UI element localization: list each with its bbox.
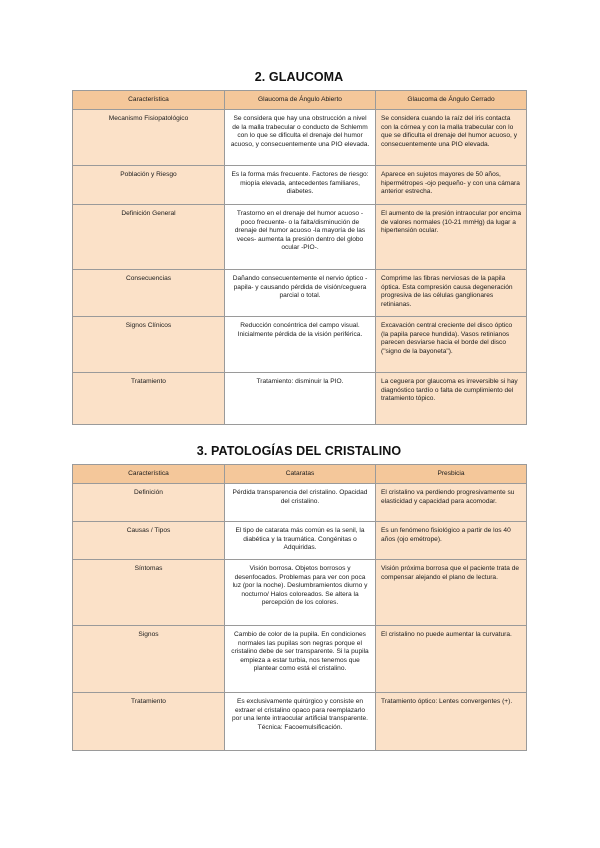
section-title-cristalino: 3. PATOLOGÍAS DEL CRISTALINO (196, 444, 402, 458)
value-cell: Se considera que hay una obstrucción a nivel de la malla trabecular o conducto de Schlemm con lo que se dificulta el drenaje del humor acuoso, y consecuentemente una PIO elevada. (225, 110, 376, 166)
feature-cell: Definición General (73, 205, 225, 270)
section-title-glaucoma: 2. GLAUCOMA (254, 70, 344, 84)
value-cell: Trastorno en el drenaje del humor acuoso -poco frecuente- o la falta/disminución de drenaje del humor acuoso -la mayoría de las veces- aumenta la presión dentro del globo ocular -PIO-. (225, 205, 376, 270)
table-row (73, 560, 527, 626)
value-cell: Dañando consecuentemente el nervio óptico -papila- y causando pérdida de visión/ceguera parcial o total. (225, 270, 376, 317)
value-cell: Aparece en sujetos mayores de 50 años, hipermétropes -ojo pequeño- y con una cámara anterior estrecha. (376, 166, 527, 205)
feature-cell: Consecuencias (73, 270, 225, 317)
header-caracteristica: Característica (73, 91, 225, 110)
feature-cell: Causas / Tipos (73, 522, 225, 560)
table-header-row (73, 465, 527, 484)
feature-cell: Tratamiento (73, 373, 225, 425)
feature-cell: Signos Clínicos (73, 317, 225, 373)
header-cataratas: Cataratas (225, 465, 376, 484)
value-cell: El cristalino va perdiendo progresivamente su elasticidad y capacidad para acomodar. (376, 484, 527, 522)
feature-cell: Tratamiento (73, 693, 225, 751)
table-row (73, 626, 527, 693)
value-cell: El aumento de la presión intraocular por encima de valores normales (10-21 mmHg) da lugar a hipertensión ocular. (376, 205, 527, 270)
value-cell: Es exclusivamente quirúrgico y consiste en extraer el cristalino opaco para reemplazarlo por una lente intraocular artificial transparente. Técnica: Facoemulsificación. (225, 693, 376, 751)
table-row (73, 110, 527, 166)
table-row (73, 522, 527, 560)
value-cell: El cristalino no puede aumentar la curvatura. (376, 626, 527, 693)
value-cell: Visión borrosa. Objetos borrosos y desenfocados. Problemas para ver con poca luz (por la noche). Deslumbramientos diurno y nocturno/ Halos coloreados. Se altera la percepción de los colores. (225, 560, 376, 626)
value-cell: Visión próxima borrosa que el paciente trata de compensar alejando el plano de lectura. (376, 560, 527, 626)
glaucoma-table (72, 90, 527, 425)
feature-cell: Mecanismo Fisiopatológico (73, 110, 225, 166)
value-cell: El tipo de catarata más común es la senil, la diabética y la traumática. Congénitas o Adquiridas. (225, 522, 376, 560)
cristalino-section (72, 444, 526, 751)
table-header-row (73, 91, 527, 110)
value-cell: Es la forma más frecuente. Factores de riesgo: miopía elevada, antecedentes familiares, diabetes. (225, 166, 376, 205)
feature-cell: Síntomas (73, 560, 225, 626)
header-angulo-abierto: Glaucoma de Ángulo Abierto (225, 91, 376, 110)
header-caracteristica: Característica (73, 465, 225, 484)
value-cell: Reducción concéntrica del campo visual. Inicialmente pérdida de la visión periférica. (225, 317, 376, 373)
table-row (73, 373, 527, 425)
value-cell: La ceguera por glaucoma es irreversible si hay diagnóstico tardío o falta de cumplimiento del tratamiento tópico. (376, 373, 527, 425)
table-row (73, 205, 527, 270)
value-cell: Es un fenómeno fisiológico a partir de los 40 años (ojo emétrope). (376, 522, 527, 560)
value-cell: Cambio de color de la pupila. En condiciones normales las pupilas son negras porque el cristalino debe de ser transparente. Si la pupila empieza a estar turbia, nos tenemos que plantear como está el cristalino. (225, 626, 376, 693)
table-row (73, 166, 527, 205)
table-row (73, 317, 527, 373)
header-angulo-cerrado: Glaucoma de Ángulo Cerrado (376, 91, 527, 110)
value-cell: Tratamiento óptico: Lentes convergentes (+). (376, 693, 527, 751)
feature-cell: Definición (73, 484, 225, 522)
table-row (73, 484, 527, 522)
feature-cell: Signos (73, 626, 225, 693)
table-row (73, 693, 527, 751)
table-row (73, 270, 527, 317)
glaucoma-section (72, 70, 526, 425)
value-cell: Se considera cuando la raíz del iris contacta con la córnea y con la malla trabecular con lo que se dificulta el drenaje del humor acuoso, y consecuentemente una PIO elevada. (376, 110, 527, 166)
value-cell: Pérdida transparencia del cristalino. Opacidad del cristalino. (225, 484, 376, 522)
value-cell: Tratamiento: disminuir la PIO. (225, 373, 376, 425)
feature-cell: Población y Riesgo (73, 166, 225, 205)
cristalino-table (72, 464, 527, 751)
header-presbicia: Presbicia (376, 465, 527, 484)
value-cell: Excavación central creciente del disco óptico (la papila parece hundida). Vasos retinianos parecen desviarse hacia el borde del disco ("signo de la bayoneta"). (376, 317, 527, 373)
value-cell: Comprime las fibras nerviosas de la papila óptica. Esta compresión causa degeneración progresiva de las células ganglionares retinianas. (376, 270, 527, 317)
